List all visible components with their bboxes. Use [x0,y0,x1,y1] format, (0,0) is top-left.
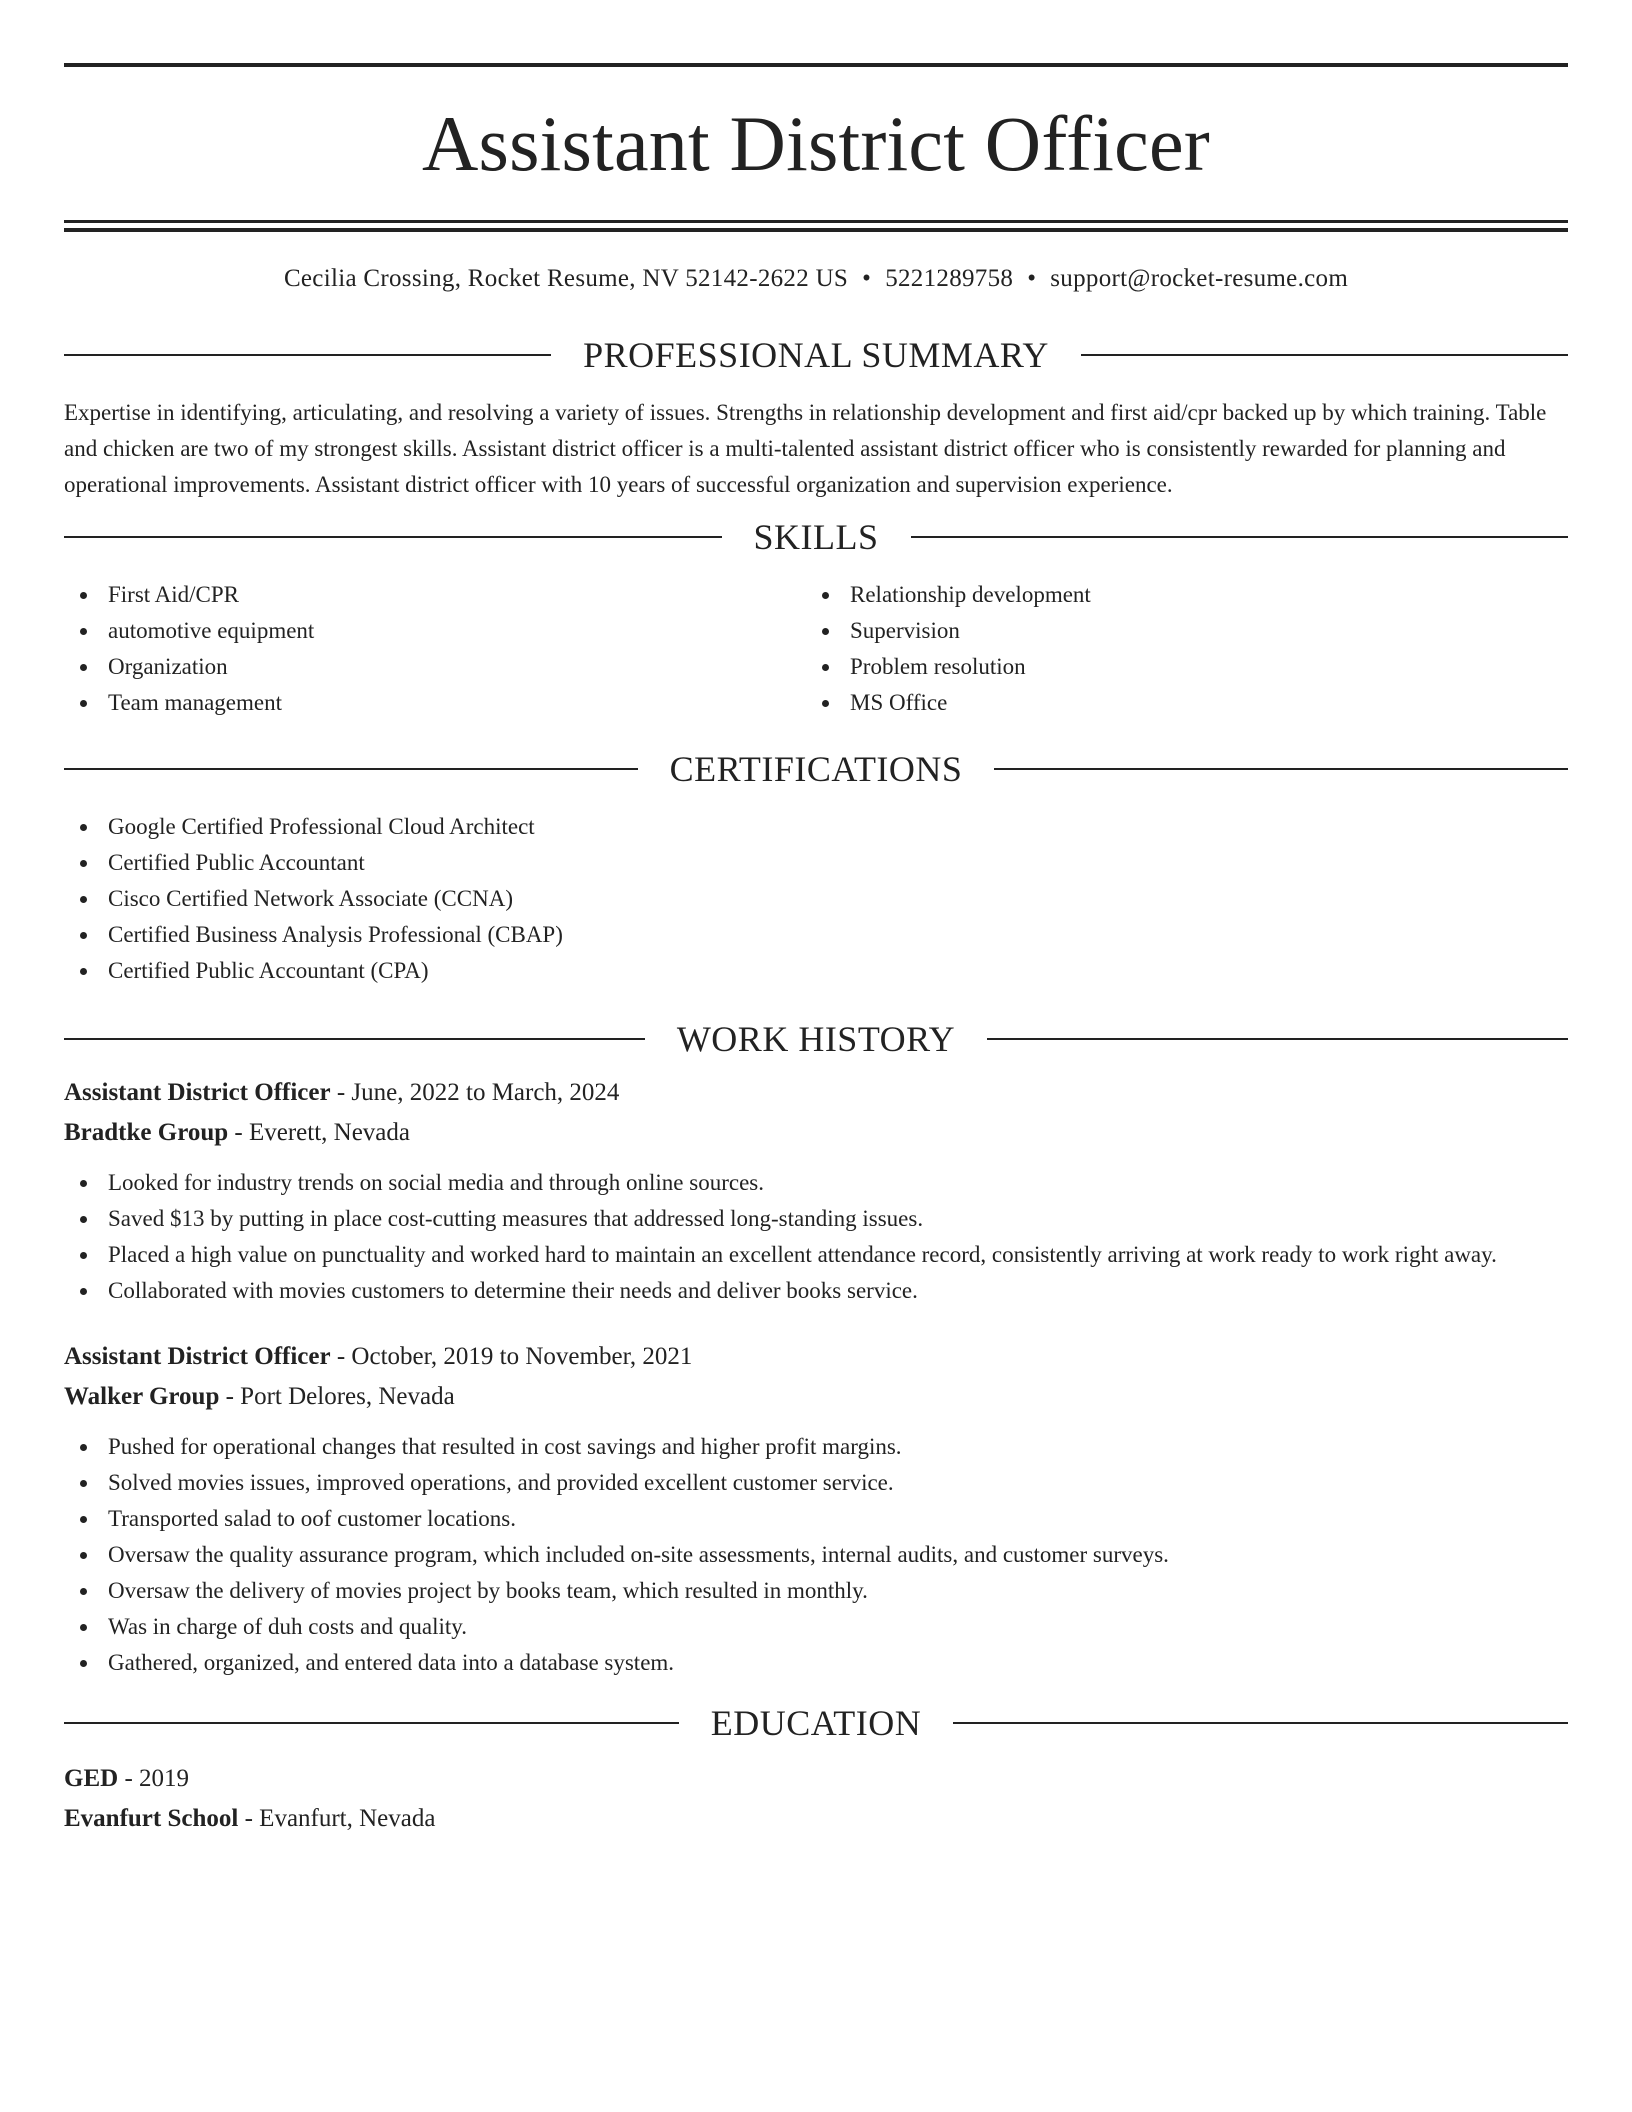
skill-item: Problem resolution [806,649,1548,685]
summary-text: Expertise in identifying, articulating, and resolving a variety of issues. Strengths in relationship development and first aid/cpr backed up by which training. Table and chicken are two of my strongest skills. Assistant district officer is a multi-talented assistant district officer who is consistently rewarded for planning and operational improvements. Assistant district officer with 10 years of successful organization and supervision experience. [64,400,1547,497]
certification-item: Certified Business Analysis Professional (CBAP) [64,917,1568,953]
job-entry [64,1073,1568,1309]
heading-rule-right [987,1038,1568,1040]
heading-rule-right [994,768,1568,770]
heading-rule-left [64,1722,679,1724]
skill-item: MS Office [806,685,1548,721]
job-location: - Port Delores, Nevada [219,1383,455,1410]
job-bullet: Oversaw the delivery of movies project by books team, which resulted in monthly. [64,1573,1568,1609]
skill-item: Relationship development [806,577,1548,613]
skill-item: automotive equipment [64,613,806,649]
education-degree: GED [64,1765,119,1792]
skill-item: Supervision [806,613,1548,649]
contact-line [64,263,1568,295]
skills-heading [64,515,1568,559]
education-entry [64,1759,1568,1839]
certification-item: Google Certified Professional Cloud Architect [64,809,1568,845]
contact-address: Cecilia Crossing, Rocket Resume, NV 52142-2622 US [283,265,849,292]
contact-phone[interactable]: 5221289758 [885,265,1014,292]
skill-item: Organization [64,649,806,685]
skill-item: First Aid/CPR [64,577,806,613]
summary-heading-label: PROFESSIONAL SUMMARY [583,335,1049,375]
job-dates: - October, 2019 to November, 2021 [330,1343,693,1370]
education-year: - 2019 [118,1765,190,1792]
resume-title: Assistant District Officer [422,100,1210,187]
job-company-line [64,1377,1568,1417]
job-bullet: Was in charge of duh costs and quality. [64,1609,1568,1645]
job-location: - Everett, Nevada [228,1119,411,1146]
job-company: Walker Group [64,1383,220,1410]
heading-rule-left [64,536,722,538]
job-bullet: Looked for industry trends on social media and through online sources. [64,1165,1568,1201]
job-title: Assistant District Officer [64,1079,331,1106]
education-school-line [64,1799,1568,1839]
heading-rule-right [953,1722,1568,1724]
work-history-heading [64,1017,1568,1061]
job-bullet: Gathered, organized, and entered data into a database system. [64,1645,1568,1681]
education-school: Evanfurt School [64,1805,239,1832]
skill-item: Team management [64,685,806,721]
skills-grid [64,577,1568,721]
job-bullet: Placed a high value on punctuality and worked hard to maintain an excellent attendance record, consistently arriving at work ready to work right away. [64,1237,1568,1273]
job-dates: - June, 2022 to March, 2024 [330,1079,620,1106]
heading-rule-left [64,768,638,770]
contact-separator: • [862,265,872,292]
skills-list-left [64,577,806,721]
summary-heading [64,333,1568,377]
resume-page [64,0,1568,1839]
job-bullets [64,1429,1568,1681]
certifications-heading [64,747,1568,791]
certifications-list [64,809,1568,989]
contact-email[interactable]: support@rocket-resume.com [1050,265,1349,292]
job-entry [64,1337,1568,1681]
title-double-rule [64,220,1568,232]
certification-item: Certified Public Accountant [64,845,1568,881]
job-bullets [64,1165,1568,1309]
heading-rule-right [911,536,1569,538]
education-location: - Evanfurt, Nevada [238,1805,436,1832]
education-degree-line [64,1759,1568,1799]
heading-rule-left [64,1038,645,1040]
education-heading [64,1701,1568,1745]
contact-separator: • [1027,265,1037,292]
job-company-line [64,1113,1568,1153]
certifications-heading-label: CERTIFICATIONS [669,749,963,789]
job-bullet: Transported salad to oof customer locations. [64,1501,1568,1537]
job-bullet: Saved $13 by putting in place cost-cutting measures that addressed long-standing issues. [64,1201,1568,1237]
heading-rule-right [1081,354,1568,356]
certification-item: Cisco Certified Network Associate (CCNA) [64,881,1568,917]
certification-item: Certified Public Accountant (CPA) [64,953,1568,989]
work-history-heading-label: WORK HISTORY [676,1019,956,1059]
job-title-line [64,1073,1568,1113]
job-title: Assistant District Officer [64,1343,331,1370]
job-bullet: Oversaw the quality assurance program, which included on-site assessments, internal audits, and customer surveys. [64,1537,1568,1573]
skills-list-right [806,577,1548,721]
skills-heading-label: SKILLS [753,517,879,557]
top-rule [64,63,1568,67]
job-bullet: Collaborated with movies customers to determine their needs and deliver books service. [64,1273,1568,1309]
job-bullet: Solved movies issues, improved operations, and provided excellent customer service. [64,1465,1568,1501]
job-title-line [64,1337,1568,1377]
heading-rule-left [64,354,551,356]
job-company: Bradtke Group [64,1119,229,1146]
education-heading-label: EDUCATION [710,1703,922,1743]
job-bullet: Pushed for operational changes that resulted in cost savings and higher profit margins. [64,1429,1568,1465]
